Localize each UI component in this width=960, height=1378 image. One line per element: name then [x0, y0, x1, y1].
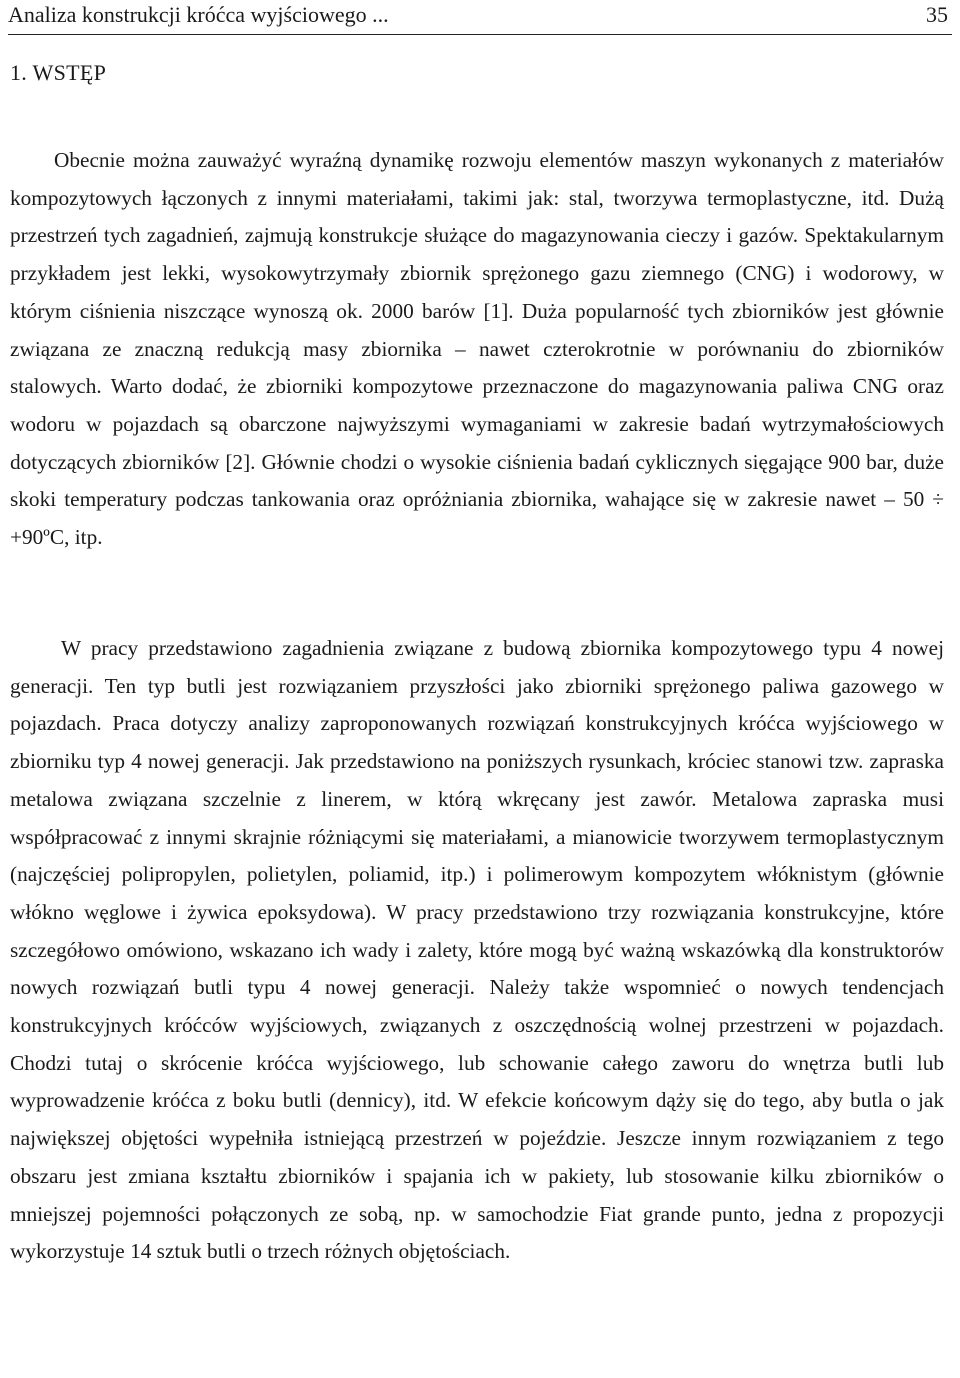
- paragraph-introduction: Obecnie można zauważyć wyraźną dynamikę rozwoju elementów maszyn wykonanych z materiałów kompozytowych łączonych z innymi materiałami, takimi jak: stal, tworzywa termoplastyczne, itd. Dużą przestrzeń tych zagadnień, zajmują konstrukcje służące do magazynowania cieczy i gazów. Spektakularnym przykładem jest lekki, wysokowytrzymały zbiornik sprężonego gazu ziemnego (CNG) i wodorowy, w którym ciśnienia niszczące wynoszą ok. 2000 barów [1]. Duża popularność tych zbiorników jest głównie związana ze znaczną redukcją masy zbiornika – nawet czterokrotnie w porównaniu do zbiorników stalowych. Warto dodać, że zbiorniki kompozytowe przeznaczone do magazynowania paliwa CNG oraz wodoru w pojazdach są obarczone najwyższymi wymaganiami w zakresie badań wytrzymałościowych dotyczących zbiorników [2]. Głównie chodzi o wysokie ciśnienia badań cyklicznych sięgające 900 bar, duże skoki temperatury podczas tankowania oraz opróżniania zbiornika, wahające się w zakresie nawet – 50 ÷ +90ºC, itp.: [10, 148, 944, 550]
- paragraph-scope: W pracy przedstawiono zagadnienia związane z budową zbiornika kompozytowego typu 4 nowej generacji. Ten typ butli jest rozwiązaniem przyszłości jako zbiorniki sprężonego paliwa gazowego w pojazdach. Praca dotyczy analizy zaproponowanych rozwiązań konstrukcyjnych króćca wyjściowego w zbiorniku typ 4 nowej generacji. Jak przedstawiono na poniższych rysunkach, króciec stanowi tzw. zapraska metalowa związana szczelnie z linerem, w którą wkręcany jest zawór. Metalowa zapraska musi współpracować z innymi skrajnie różniącymi się materiałami, a mianowicie tworzywem termoplastycznym (najczęściej polipropylen, polietylen, poliamid, itp.) i polimerowym kompozytem włóknistym (głównie włókno węglowe i żywica epoksydowa). W pracy przedstawiono trzy rozwiązania konstrukcyjne, które szczegółowo omówiono, wskazano ich wady i zalety, które mogą być ważną wskazówką dla konstruktorów nowych rozwiązań butli typu 4 nowej generacji. Należy także wspomnieć o nowych tendencjach konstrukcyjnych króćców wyjściowych, związanych z oszczędnością wolnej przestrzeni w pojazdach. Chodzi tutaj o skrócenie króćca wyjściowego, lub schowanie całego zaworu do wnętrza butli lub wyprowadzenie króćca z boku butli (dennicy), itd. W efekcie końcowym dąży się do tego, aby butla o jak największej objętości wypełniła istniejącą przestrzeń w pojeździe. Jeszcze innym rozwiązaniem z tego obszaru jest zmiana kształtu zbiorników i spajania ich w pakiety, lub stosowanie kilku zbiorników o mniejszej pojemności połączonych ze sobą, np. w samochodzie Fiat grande punto, jedna z propozycji wykorzystuje 14 sztuk butli o trzech różnych objętościach.: [10, 636, 944, 1264]
- page-number: 35: [926, 2, 948, 27]
- running-header: [8, 0, 952, 35]
- header-title: Analiza konstrukcji króćca wyjściowego ...: [8, 2, 389, 27]
- section-title: 1. WSTĘP: [10, 60, 107, 85]
